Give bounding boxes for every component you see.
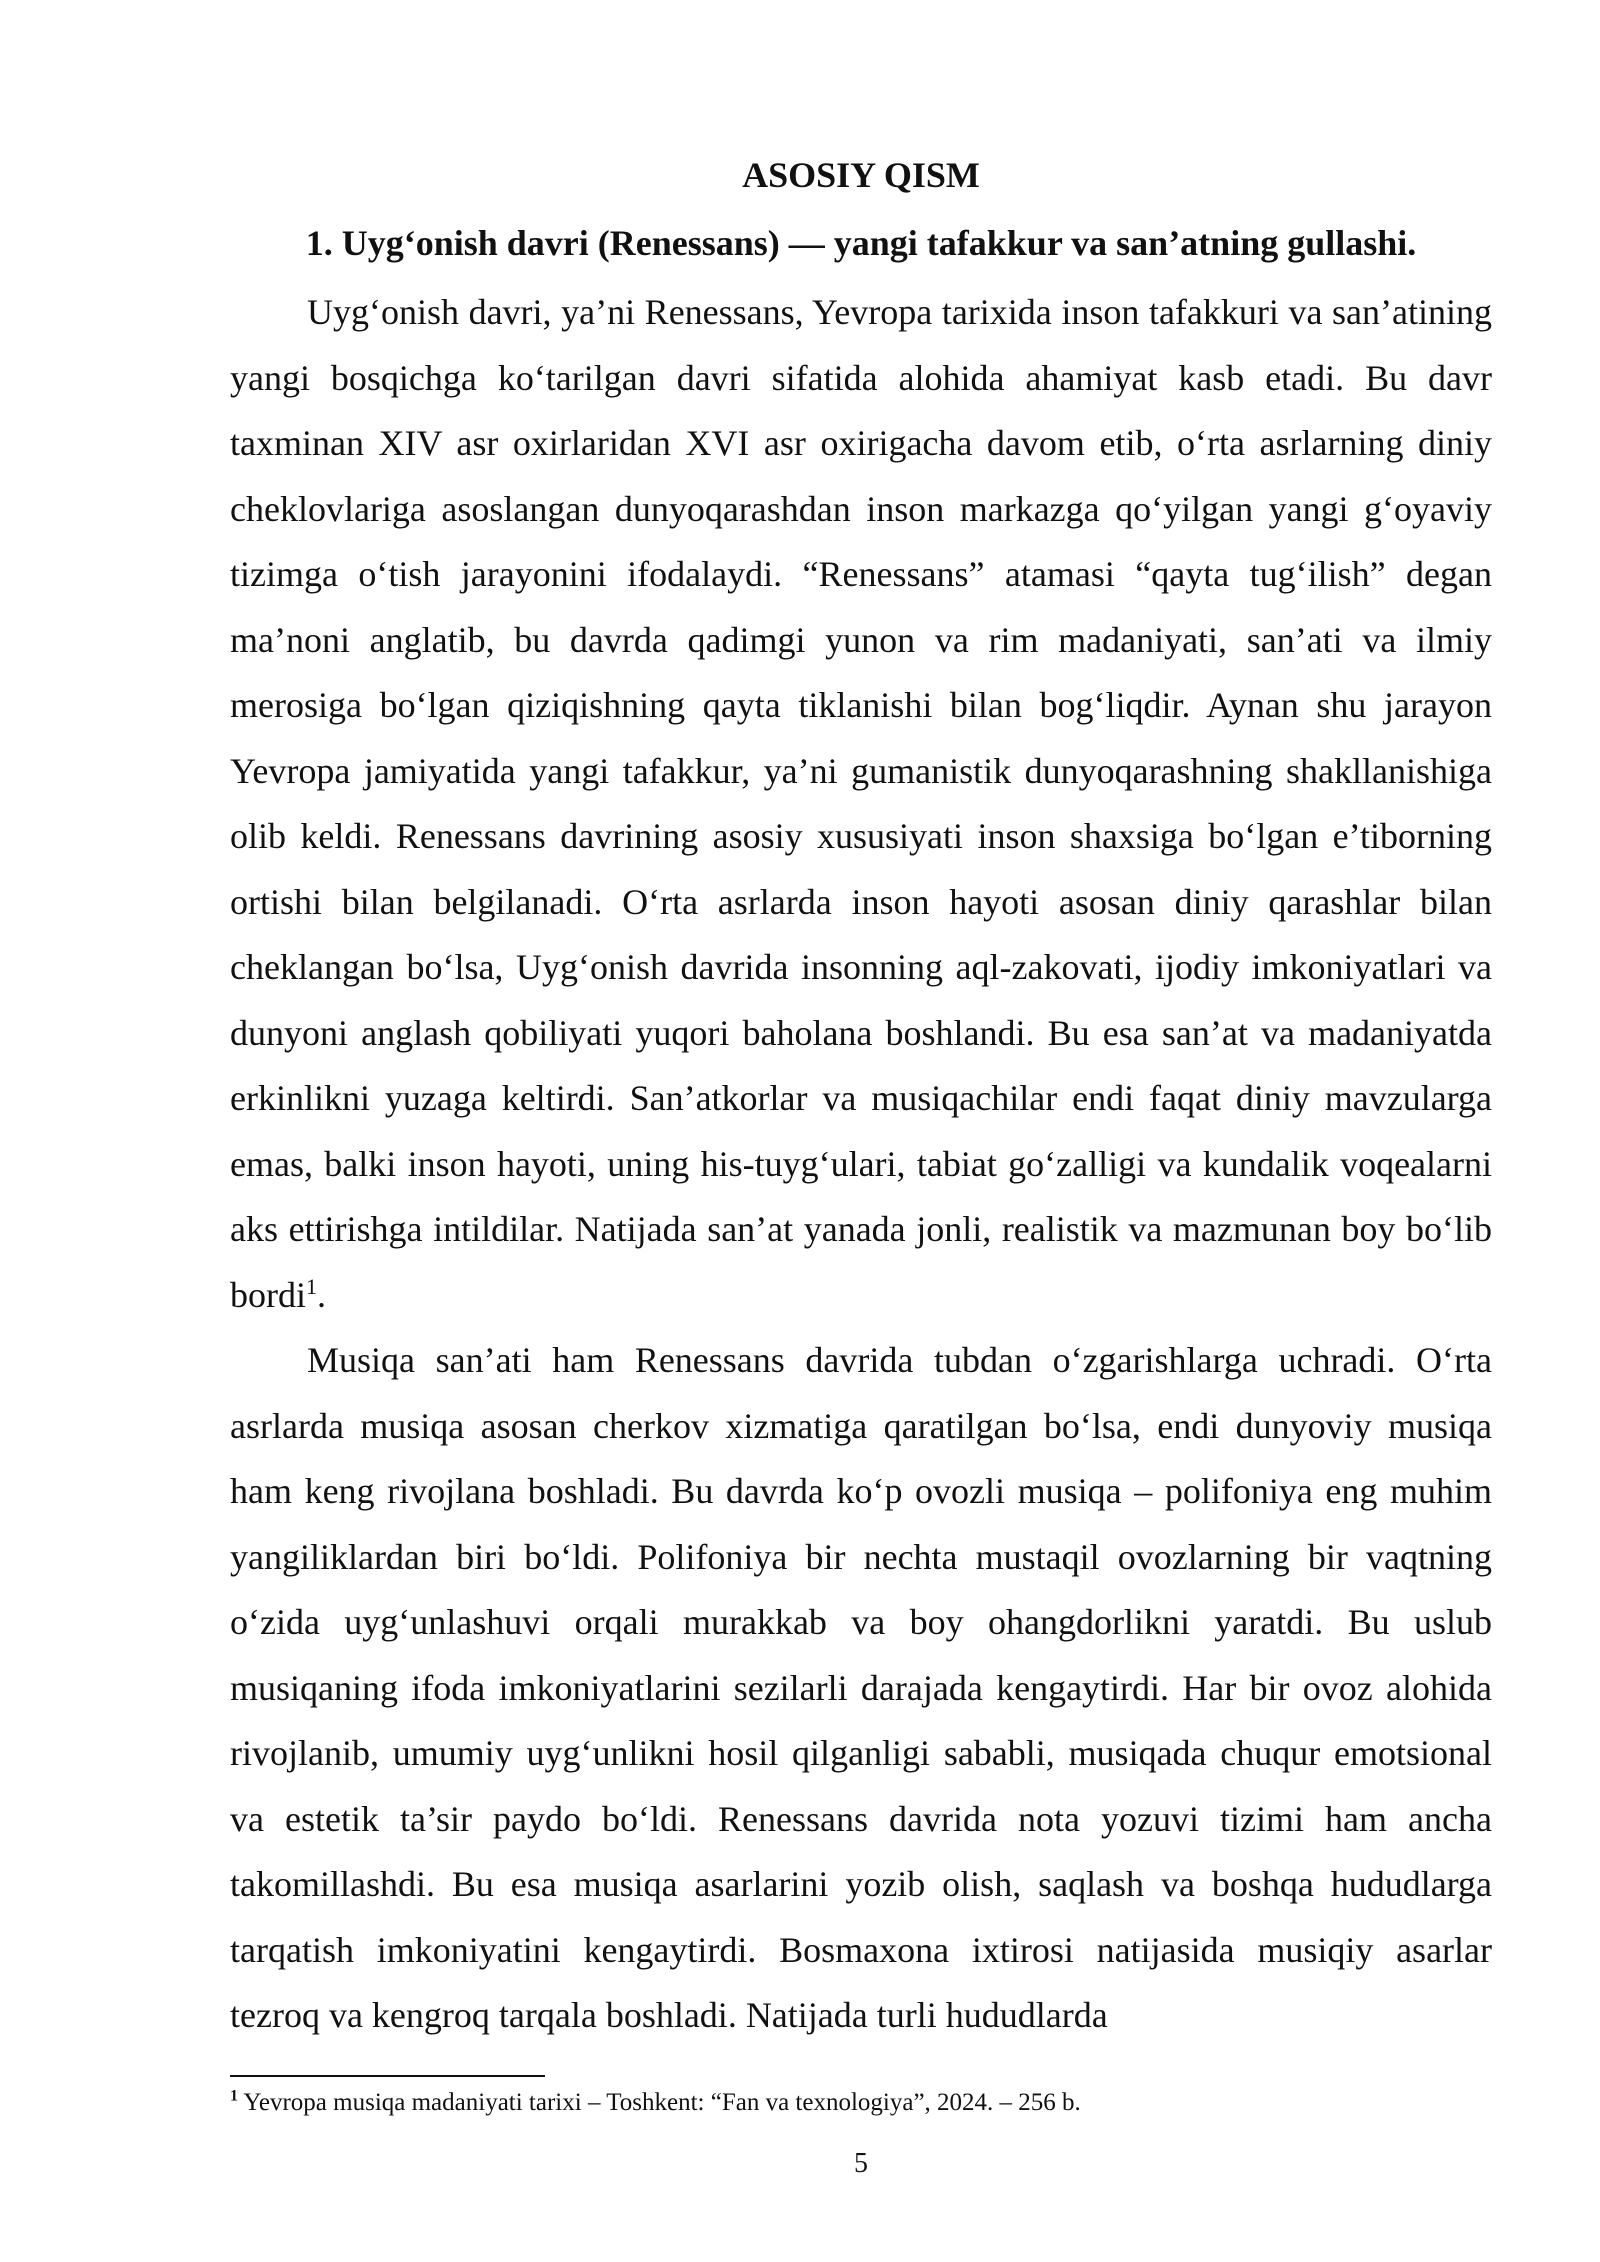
footnote-number: 1 xyxy=(230,2087,238,2105)
paragraph-1-end: . xyxy=(317,1274,326,1315)
document-page xyxy=(230,150,1492,2049)
footnote xyxy=(230,2086,1492,2120)
paragraph-2-text: Musiqa san’ati ham Renessans davrida tubdan o‘zgarishlarga uchradi. O‘rta asrlarda musiqa asosan cherkov xizmatiga qaratilgan bo‘lsa, endi dunyoviy musiqa ham keng rivojlana boshladi. Bu davrda ko‘p ovozli musiqa – polifoniya eng muhim yangiliklardan biri bo‘ldi. Polifoniya bir nechta mustaqil ovozlarning bir vaqtning o‘zida uyg‘unlashuvi orqali murakkab va boy ohangdorlikni yaratdi. Bu uslub musiqaning ifoda imkoniyatlarini sezilarli darajada kengaytirdi. Har bir ovoz alohida rivojlanib, umumiy uyg‘unlikni hosil qilganligi sababli, musiqada chuqur emotsional va estetik ta’sir paydo bo‘ldi. Renessans davrida nota yozuvi tizimi ham ancha takomillashdi. Bu esa musiqa asarlarini yozib olish, saqlash va boshqa hududlarga tarqatish imkoniyatini kengaytirdi. Bosmaxona ixtirosi natijasida musiqiy asarlar tezroq va kengroq tarqala boshladi. Natijada turli hududlarda xyxy=(230,1340,1492,2035)
subsection-title: 1. Uyg‘onish davri (Renessans) — yangi tafakkur va san’atning gullashi. xyxy=(305,223,1417,263)
footnote-reference[interactable]: 1 xyxy=(306,1273,317,1299)
paragraph-1-text: Uyg‘onish davri, ya’ni Renessans, Yevropa tarixida inson tafakkuri va san’atining yangi bosqichga ko‘tarilgan davri sifatida alohida ahamiyat kasb etadi. Bu davr taxminan XIV asr oxirlaridan XVI asr oxirigacha davom etib, o‘rta asrlarning diniy cheklovlariga asoslangan dunyoqarashdan inson markazga qo‘yilgan yangi g‘oyaviy tizimga o‘tish jarayonini ifodalaydi. “Renessans” atamasi “qayta tug‘ilish” degan ma’noni anglatib, bu davrda qadimgi yunon va rim madaniyati, san’ati va ilmiy merosiga bo‘lgan qiziqishning qayta tiklanishi bilan bog‘liqdir. Aynan shu jarayon Yevropa jamiyatida yangi tafakkur, ya’ni gumanistik dunyoqarashning shakllanishiga olib keldi. Renessans davrining asosiy xususiyati inson shaxsiga bo‘lgan e’tiborning ortishi bilan belgilanadi. O‘rta asrlarda inson hayoti asosan diniy qarashlar bilan cheklangan bo‘lsa, Uyg‘onish davrida insonning aql-zakovati, ijodiy imkoniyatlari va dunyoni anglash qobiliyati yuqori baholana boshlandi. Bu esa san’at va madaniyatda erkinlikni yuzaga keltirdi. San’atkorlar va musiqachilar endi faqat diniy mavzularga emas, balki inson hayoti, uning his-tuyg‘ulari, tabiat go‘zalligi va kundalik voqealarni aks ettirishga intildilar. Natijada san’at yanada jonli, realistik va mazmunan boy bo‘lib bordi xyxy=(230,292,1492,1315)
page-number: 5 xyxy=(854,2148,868,2179)
section-title: ASOSIY QISM xyxy=(742,155,980,195)
paragraph-2 xyxy=(230,1328,1492,2049)
paragraph-1 xyxy=(230,280,1492,1328)
footnote-text: Yevropa musiqa madaniyati tarixi – Toshkent: “Fan va texnologiya”, 2024. – 256 b. xyxy=(243,2089,1081,2116)
footnote-divider xyxy=(230,2075,545,2077)
